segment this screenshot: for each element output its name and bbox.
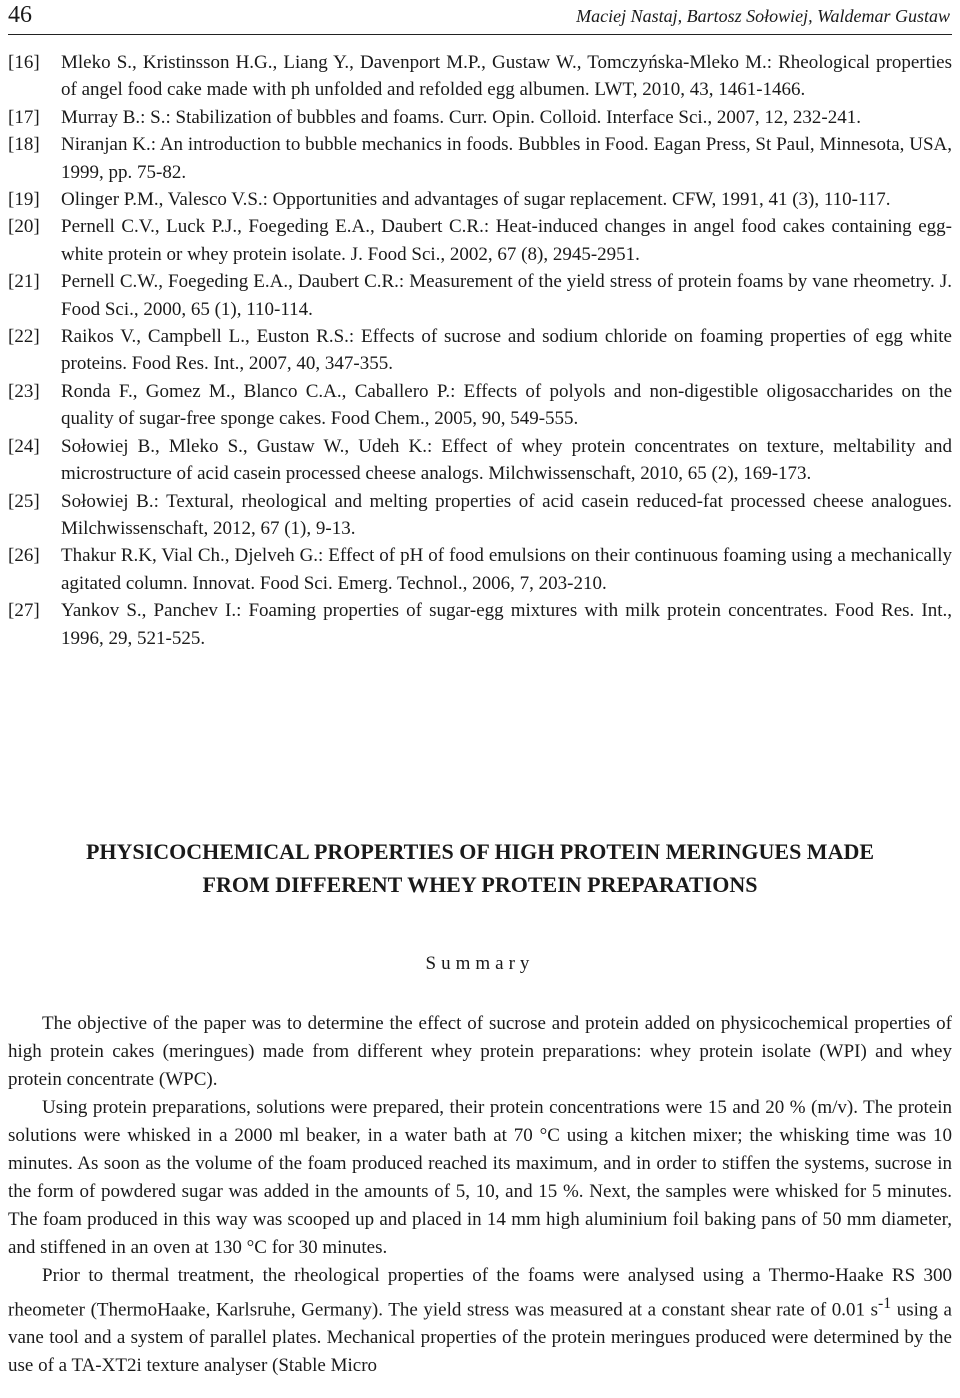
reference-number: [17] — [8, 106, 40, 128]
reference-item — [8, 323, 952, 378]
reference-number: [20] — [8, 216, 40, 238]
reference-item — [8, 49, 952, 104]
reference-number: [27] — [8, 600, 40, 622]
page-number: 46 — [8, 2, 32, 28]
reference-number: [21] — [8, 271, 40, 293]
summary-body — [8, 1010, 952, 1380]
reference-item — [8, 186, 952, 213]
reference-number: [25] — [8, 490, 40, 512]
reference-text: Raikos V., Campbell L., Euston R.S.: Effects of sucrose and sodium chloride on foaming properties of egg white proteins. Food Res. Int., 2007, 40, 347-355. — [61, 326, 952, 375]
reference-item — [8, 542, 952, 597]
superscript-exponent: -1 — [878, 1295, 892, 1312]
reference-item — [8, 597, 952, 652]
reference-number: [26] — [8, 545, 40, 567]
reference-number: [16] — [8, 52, 40, 73]
reference-text: Sołowiej B.: Textural, rheological and melting properties of acid casein reduced-fat processed cheese analogues. Milchwissenschaft, 2012, 67 (1), 9-13. — [61, 490, 952, 539]
summary-paragraph-3-text: Prior to thermal treatment, the rheological properties of the foams were analysed using a Thermo-Haake RS 300 rheometer (ThermoHaake, Karlsruhe, Germany). The yield stress was measured at a constant shear rate of 0.01 s — [8, 1265, 952, 1321]
english-title-line-1: PHYSICOCHEMICAL PROPERTIES OF HIGH PROTEIN MERINGUES MADE — [85, 839, 875, 864]
reference-item — [8, 213, 952, 268]
reference-text: Murray B.: S.: Stabilization of bubbles and foams. Curr. Opin. Colloid. Interface Sci., 2007, 12, 232-241. — [61, 106, 862, 128]
summary-heading: Summary — [425, 953, 535, 974]
reference-text: Ronda F., Gomez M., Blanco C.A., Caballero P.: Effects of polyols and non-digestible oligosaccharides on the quality of sugar-free sponge cakes. Food Chem., 2005, 90, 549-555. — [61, 380, 952, 430]
reference-list — [8, 49, 952, 652]
reference-item — [8, 378, 952, 433]
reference-text: Sołowiej B., Mleko S., Gustaw W., Udeh K.: Effect of whey protein concentrates on texture, meltability and microstructure of acid casein processed cheese analogs. Milchwissenschaft, 2010, 65 (2), 169-173. — [61, 435, 952, 485]
reference-number: [24] — [8, 435, 40, 457]
summary-paragraph-2: Using protein preparations, solutions were prepared, their protein concentrations were 15 and 20 % (m/v). The protein solutions were whisked in a 2000 ml beaker, in a water bath at 70 °C using a kitchen mixer; the whisking time was 10 minutes. As soon as the volume of the foam produced reached its maximum, and in order to stiffen the systems, sucrose in the form of powdered sugar was added in the amounts of 5, 10, and 15 %. Next, the samples were whisked for 5 minutes. The foam produced in this way was scooped up and placed in 14 mm high aluminium foil baking pans of 50 mm diameter, and stiffened in an oven at 130 °C for 30 minutes. — [8, 1097, 952, 1258]
reference-number: [19] — [8, 189, 40, 211]
reference-text: Olinger P.M., Valesco V.S.: Opportunities and advantages of sugar replacement. CFW, 1991, 41 (3), 110-117. — [61, 189, 891, 211]
reference-item — [8, 488, 952, 543]
reference-item — [8, 268, 952, 323]
summary-paragraph-3 — [8, 1262, 952, 1380]
reference-text: Yankov S., Panchev I.: Foaming properties of sugar-egg mixtures with milk protein concentrates. Food Res. Int., 1996, 29, 521-525. — [61, 600, 952, 649]
reference-item — [8, 104, 952, 131]
reference-number: [18] — [8, 134, 40, 156]
english-title-line-2: FROM DIFFERENT WHEY PROTEIN PREPARATIONS — [202, 872, 758, 897]
summary-paragraph-3-text-cont: using a vane tool and a system of parallel plates. Mechanical properties of the protein meringues produced were determined by the use of a TA-XT2i texture analyser (Stable Micro — [8, 1299, 952, 1377]
reference-text: Pernell C.V., Luck P.J., Foegeding E.A., Daubert C.R.: Heat-induced changes in angel food cakes containing egg-white protein or whey protein isolate. J. Food Sci., 2002, 67 (8), 2945-2951. — [61, 216, 952, 265]
page-header — [8, 0, 952, 35]
running-head-authors: Maciej Nastaj, Bartosz Sołowiej, Waldemar Gustaw — [576, 6, 950, 26]
reference-text: Thakur R.K, Vial Ch., Djelveh G.: Effect of pH of food emulsions on their continuous foaming using a mechanically agitated column. Innovat. Food Sci. Emerg. Technol., 2006, 7, 203-210. — [61, 545, 952, 594]
reference-item — [8, 131, 952, 186]
reference-number: [22] — [8, 326, 40, 348]
summary-paragraph-1: The objective of the paper was to determine the effect of sucrose and protein added on physicochemical properties of high protein cakes (meringues) made from different whey protein preparations: whey protein isolate (WPI) and whey protein concentrate (WPC). — [8, 1013, 952, 1090]
reference-item — [8, 433, 952, 488]
reference-number: [23] — [8, 380, 40, 402]
english-title — [0, 835, 960, 901]
reference-text: Niranjan K.: An introduction to bubble mechanics in foods. Bubbles in Food. Eagan Press, St Paul, Minnesota, USA, 1999, pp. 75-82. — [61, 134, 952, 183]
reference-text: Pernell C.W., Foegeding E.A., Daubert C.R.: Measurement of the yield stress of protein foams by vane rheometry. J. Food Sci., 2000, 65 (1), 110-114. — [61, 271, 952, 320]
reference-text: Mleko S., Kristinsson H.G., Liang Y., Davenport M.P., Gustaw W., Tomczyńska-Mleko M.: Rheological properties of angel food cake made with ph unfolded and refolded egg albumen. LWT, 2010, 43, 1461-1466. — [61, 52, 952, 101]
